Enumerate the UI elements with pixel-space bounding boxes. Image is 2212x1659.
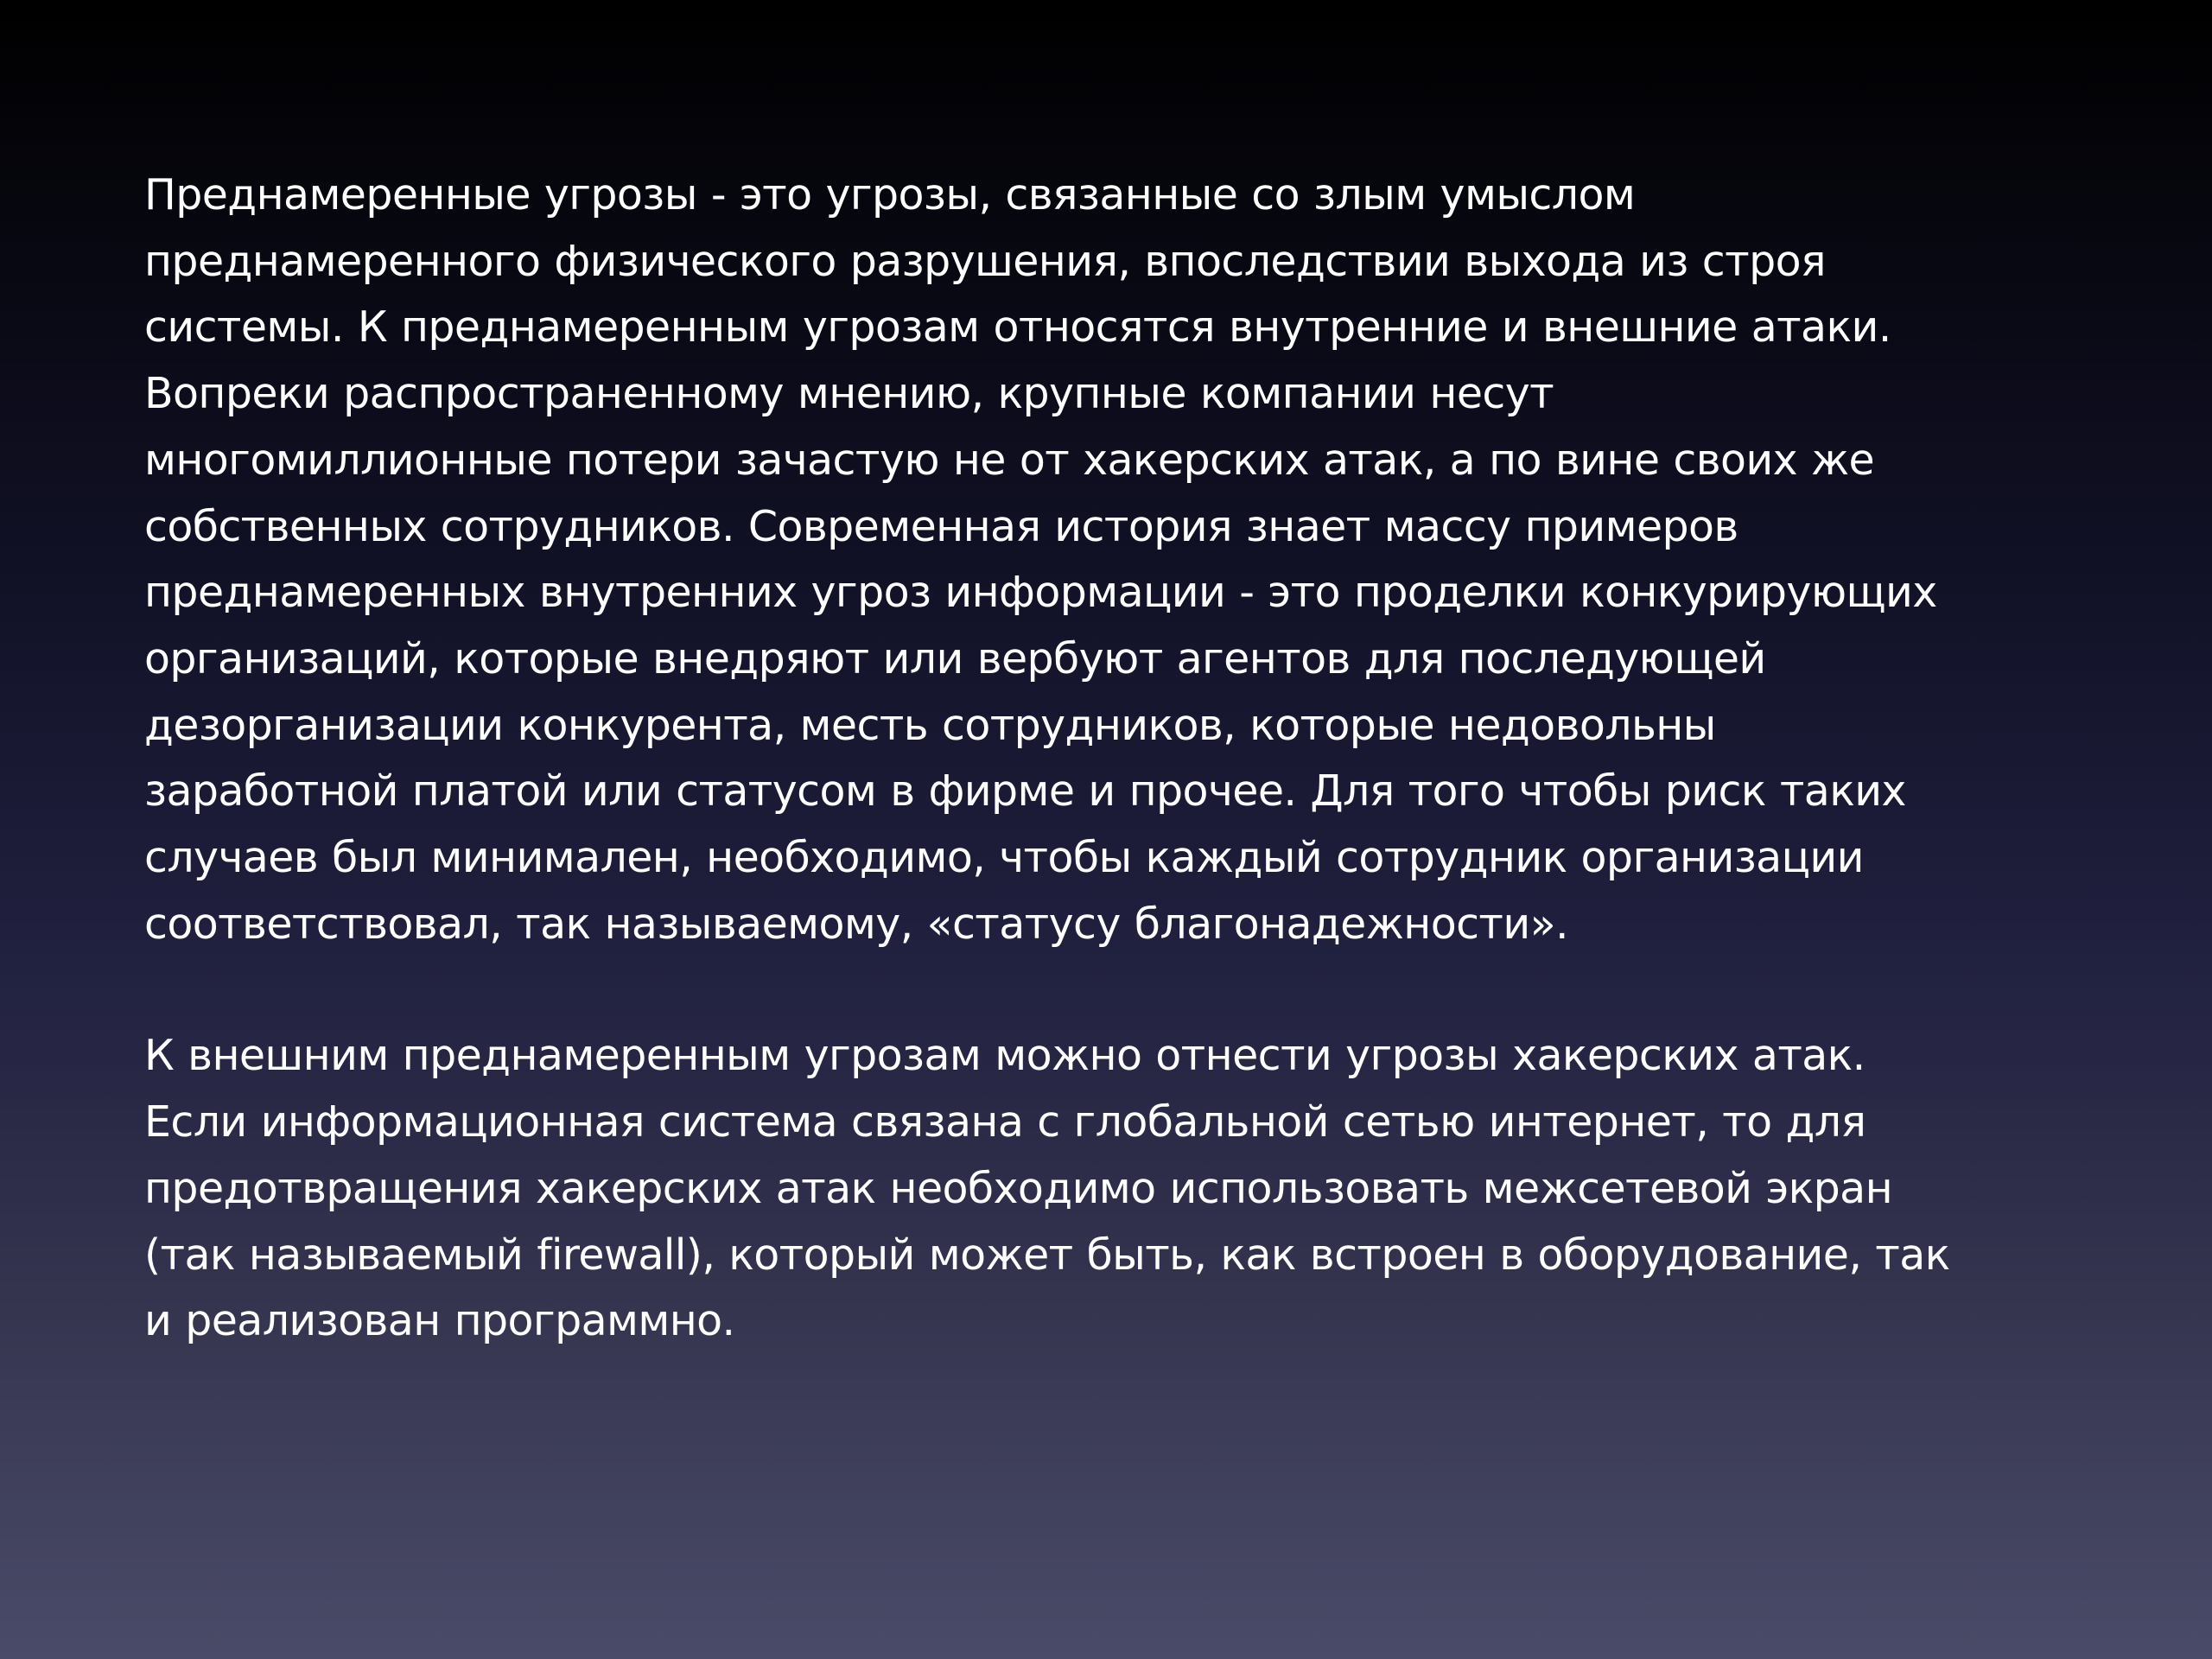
slide-body-text	[144, 162, 2123, 1355]
text-line: (так называемый firewall), который может быть, как встроен в оборудование, так	[144, 1230, 1950, 1280]
text-line: преднамеренного физического разрушения, впоследствии выхода из строя	[144, 236, 1826, 286]
text-line: заработной платой или статусом в фирме и прочее. Для того чтобы риск таких	[144, 766, 1906, 817]
text-line: К внешним преднамеренным угрозам можно отнести угрозы хакерских атак.	[144, 1031, 1866, 1081]
text-line: многомиллионные потери зачастую не от хакерских атак, а по вине своих же	[144, 435, 1875, 485]
text-line: организаций, которые внедряют или вербуют агентов для последующей	[144, 633, 1766, 683]
text-line: преднамеренных внутренних угроз информации - это проделки конкурирующих	[144, 568, 1937, 618]
text-line: системы. К преднамеренным угрозам относятся внутренние и внешние атаки.	[144, 302, 1891, 353]
text-line: Преднамеренные угрозы - это угрозы, связанные со злым умыслом	[144, 170, 1636, 219]
text-line: случаев был минимален, необходимо, чтобы каждый сотрудник организации	[144, 833, 1864, 883]
text-line: предотвращения хакерских атак необходимо использовать межсетевой экран	[144, 1163, 1893, 1213]
text-line: соответствовал, так называемому, «статусу благонадежности».	[144, 899, 1568, 949]
text-line: дезорганизации конкурента, месть сотрудников, которые недовольны	[144, 700, 1716, 750]
paragraph-external-threats	[144, 1023, 2123, 1355]
text-line: Вопреки распространенному мнению, крупные компании несут	[144, 369, 1554, 419]
text-line: Если информационная система связана с глобальной сетью интернет, то для	[144, 1097, 1866, 1147]
text-line: и реализован программно.	[144, 1296, 735, 1346]
text-line: собственных сотрудников. Современная история знает массу примеров	[144, 501, 1738, 551]
paragraph-intentional-threats	[144, 162, 2123, 957]
paragraph-spacer	[144, 957, 2123, 1023]
